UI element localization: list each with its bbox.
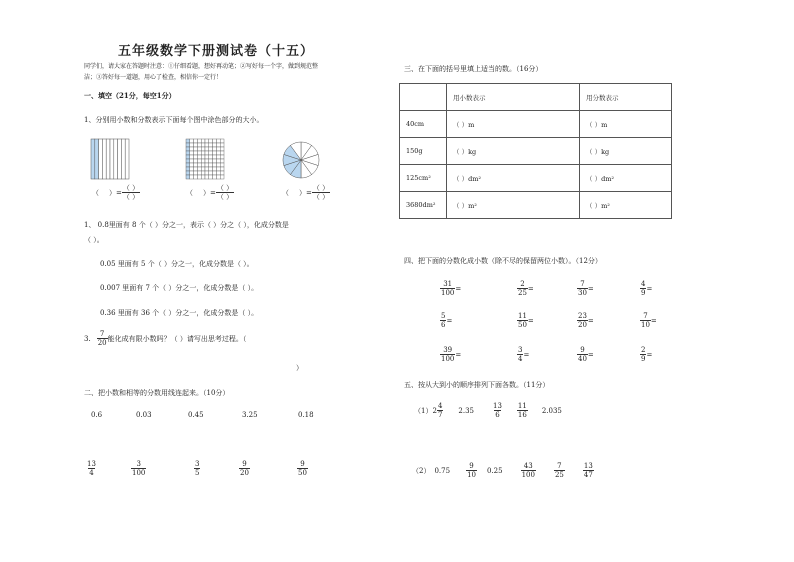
fraction-blank: （ ）m² (580, 192, 672, 219)
fraction-to-decimal-item: $\frac{2}{25}$ = (518, 280, 534, 297)
table-row (400, 192, 672, 219)
fraction-item: $\frac{3}{5}$ (195, 460, 200, 477)
fraction-to-decimal-item: $\frac{9}{40}$ = (578, 346, 594, 363)
decimal-blank: （ ）m (447, 111, 580, 138)
table-header-fraction: 用分数表示 (580, 84, 672, 111)
fraction-blank: （ ）m (580, 111, 672, 138)
figure-stripes (90, 138, 130, 180)
table-header-decimal: 用小数表示 (447, 84, 580, 111)
fraction-to-decimal-item: $\frac{5}{6}$ = (441, 312, 453, 329)
fraction-to-decimal-item: $\frac{3}{4}$ = (518, 346, 530, 363)
question-1-2b: （ ）。 (84, 236, 104, 244)
page-title: 五年级数学下册测试卷（十五） (118, 44, 315, 59)
table-row (400, 138, 672, 165)
section-5-header: 五、按从大到小的顺序排列下面各数。（11分） (404, 381, 550, 389)
fraction-to-decimal-item: $\frac{11}{50}$ = (518, 312, 534, 329)
fraction-to-decimal-item: $\frac{7}{10}$ = (641, 312, 657, 329)
table-row (400, 111, 672, 138)
fraction-item: $\frac{13}{4}$ (87, 460, 96, 477)
section-2-header: 二、把小数和相等的分数用线连起来。（10分） (84, 389, 230, 397)
question-1-5: 0.36 里面有 36 个（ ）分之一，化成分数是（ ）。 (100, 309, 259, 317)
answer-blank-2: （ ） = $\frac{( )}{( )}$ (186, 184, 234, 201)
table-row (400, 165, 672, 192)
section-1-header: 一、填空（21分，每空1分） (84, 91, 176, 100)
row-label: 125cm² (400, 165, 447, 192)
question-1-4: 0.007 里面有 7 个（ ）分之一，化成分数是（ ）。 (100, 284, 259, 292)
ordering-group-2: （2） 0.75 $\frac{9}{10}$ 0.25 $\frac{43}{100}$ $\frac{7}{25}$ $\frac{13}{47}$ (412, 462, 593, 479)
decimal-blank: （ ）dm² (447, 165, 580, 192)
question-1-6-close: ） (296, 364, 303, 372)
figure-grid (185, 138, 225, 180)
fraction-blank: （ ）kg (580, 138, 672, 165)
fraction-to-decimal-item: $\frac{7}{30}$ = (578, 280, 594, 297)
intro-line-2: 洁；③答好每一道题，用心了检查，相信你一定行！ (84, 74, 223, 81)
mixed-number: 2 $\frac{4}{7}$ (432, 402, 443, 419)
fraction-item: $\frac{9}{50}$ (298, 460, 307, 477)
decimal-item: 3.25 (242, 411, 258, 419)
figure-pie (281, 140, 321, 180)
fraction-to-decimal-item: $\frac{31}{100}$ = (441, 280, 462, 297)
answer-blank-1: （ ） = $\frac{( )}{( )}$ (92, 184, 140, 201)
section-4-header: 四、把下面的分数化成小数（除不尽的保留两位小数）。（12分） (404, 257, 602, 265)
question-1-3: 0.05 里面有 5 个（ ）分之一，化成分数是（ ）。 (100, 260, 254, 268)
question-1-6: 3. $\frac{7}{20}$ 能化成有限小数吗？（ ）请写出思考过程。（ (84, 330, 247, 347)
table-header-row (400, 84, 672, 111)
decimal-blank: （ ）kg (447, 138, 580, 165)
decimal-blank: （ ）m² (447, 192, 580, 219)
fraction-blank: （ ）dm² (580, 165, 672, 192)
decimal-item: 0.18 (298, 411, 314, 419)
fraction-to-decimal-item: $\frac{39}{100}$ = (441, 346, 462, 363)
conversion-table (399, 83, 672, 219)
fraction-to-decimal-item: $\frac{2}{9}$ = (641, 346, 653, 363)
fraction-to-decimal-item: $\frac{23}{20}$ = (578, 312, 594, 329)
fraction-item: $\frac{3}{100}$ (132, 460, 146, 477)
row-label: 3680dm² (400, 192, 447, 219)
decimal-item: 0.45 (188, 411, 204, 419)
decimal-item: 0.6 (91, 411, 103, 419)
question-1-1: 1、分别用小数和分数表示下面每个图中涂色部分的大小。 (84, 116, 264, 124)
answer-blank-3: （ ） = $\frac{( )}{( )}$ (282, 184, 330, 201)
row-label: 40cm (400, 111, 447, 138)
question-1-2a: 1、 0.8里面有 8 个（ ）分之一，表示（ ）分之（ ），化成分数是 (84, 221, 289, 229)
intro-line-1: 同学们，请大家在答题时注意：①仔细看题，想好再动笔；②写好每一个字，做到规范整 (84, 63, 319, 70)
table-cell (400, 84, 447, 111)
section-3-header: 三、在下面的括号里填上适当的数。（16分） (404, 65, 543, 73)
fraction-item: $\frac{9}{20}$ (240, 460, 249, 477)
decimal-item: 0.03 (136, 411, 152, 419)
ordering-group-1: （1） 2 $\frac{4}{7}$ 2.35 $\frac{13}{6}$ $\frac{11}{16}$ 2.035 (414, 402, 562, 419)
fraction-to-decimal-item: $\frac{4}{9}$ = (641, 280, 653, 297)
row-label: 150g (400, 138, 447, 165)
